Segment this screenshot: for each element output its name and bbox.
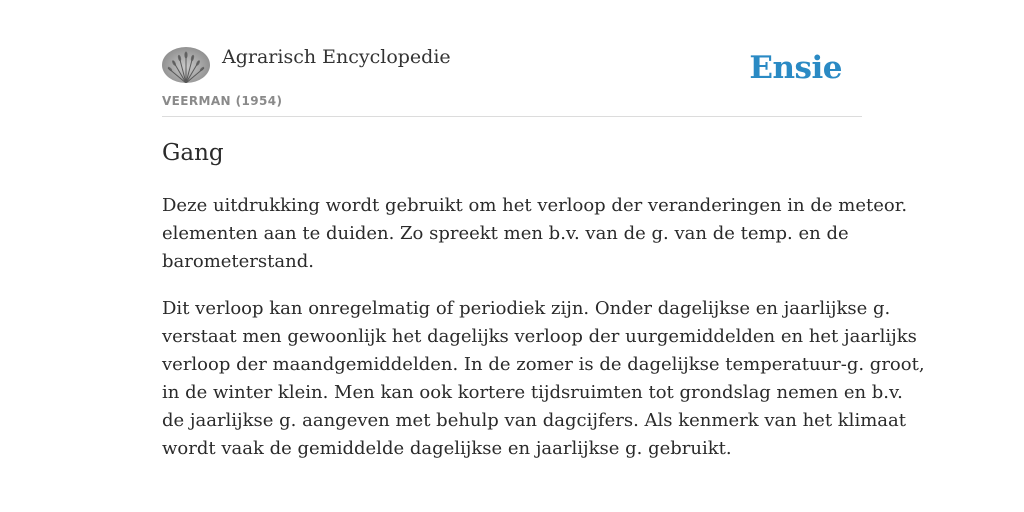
paragraph-line: barometerstand. bbox=[162, 251, 314, 272]
source-header bbox=[162, 0, 862, 117]
entry-title: Gang bbox=[162, 140, 224, 166]
source-author-year: VEERMAN (1954) bbox=[162, 94, 283, 108]
paragraph-line: verloop der maandgemiddelden. In de zomer is de dagelijkse temperatuur-g. groot, bbox=[162, 354, 925, 375]
paragraph-line: verstaat men gewoonlijk het dagelijks verloop der uurgemiddelden en het jaarlijks bbox=[162, 326, 917, 347]
paragraph-line: elementen aan te duiden. Zo spreekt men b.v. van de g. van de temp. en de bbox=[162, 223, 849, 244]
paragraph-line: wordt vaak de gemiddelde dagelijkse en jaarlijkse g. gebruikt. bbox=[162, 438, 732, 459]
page-container bbox=[162, 0, 925, 459]
entry-paragraph bbox=[162, 295, 925, 463]
paragraph-line: Dit verloop kan onregelmatig of periodiek zijn. Onder dagelijkse en jaarlijkse g. bbox=[162, 298, 891, 319]
entry-paragraph bbox=[162, 192, 908, 276]
brand-logo-link[interactable]: Ensie bbox=[749, 50, 842, 86]
paragraph-line: de jaarlijkse g. aangeven met behulp van dagcijfers. Als kenmerk van het klimaat bbox=[162, 410, 906, 431]
paragraph-line: Deze uitdrukking wordt gebruikt om het verloop der veranderingen in de meteor. bbox=[162, 195, 908, 216]
source-title[interactable]: Agrarisch Encyclopedie bbox=[222, 46, 451, 68]
paragraph-line: in de winter klein. Men kan ook kortere tijdsruimten tot grondslag nemen en b.v. bbox=[162, 382, 903, 403]
source-logo[interactable] bbox=[162, 47, 210, 83]
wheat-icon bbox=[162, 47, 210, 83]
